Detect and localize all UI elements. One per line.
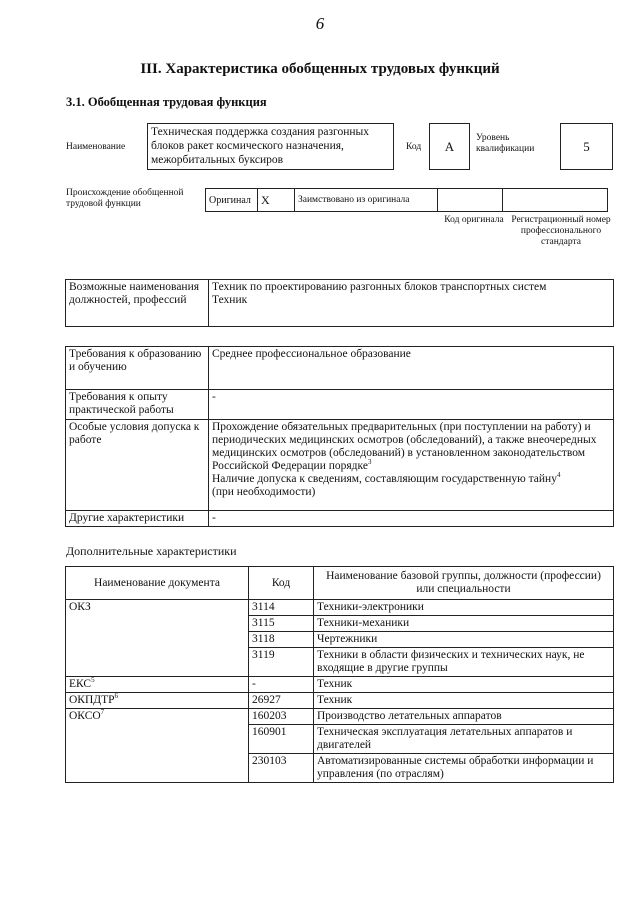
level-label: Уровень квалификации (476, 133, 535, 154)
education-label: Требования к образованию и обучению (66, 347, 209, 390)
education-value: Среднее профессиональное образование (209, 347, 614, 390)
experience-value: - (209, 390, 614, 420)
footnote-6: 6 (114, 692, 119, 701)
section-title: III. Характеристика обобщенных трудовых функций (140, 61, 500, 77)
doc-eks: ЕКС$^5$ (66, 677, 249, 693)
experience-label: Требования к опыту практической работы (66, 390, 209, 420)
level-value: 5 (583, 139, 590, 154)
doc-okpdtr: ОКПДТР$^6$ (66, 693, 249, 709)
table-cell-code: 3114 (249, 600, 314, 616)
page-number: 6 (315, 14, 325, 33)
table-cell-name: Автоматизированные системы обработки информации и управления (по отраслям) (314, 754, 614, 783)
original-code-cell (438, 189, 503, 212)
table-cell-name: Техник (314, 677, 614, 693)
positions-label: Возможные наименования должностей, профессий (66, 280, 209, 327)
footnote-4: 4 (556, 471, 561, 480)
subsection-title: 3.1. Обобщенная трудовая функция (66, 95, 267, 109)
level-box (560, 123, 613, 170)
table-cell-code: 160203 (249, 709, 314, 725)
positions-table (65, 279, 614, 327)
footnote-5: 5 (91, 676, 95, 685)
original-label: Оригинал (206, 189, 258, 212)
doc-okz: ОКЗ (66, 600, 249, 677)
origin-label: Происхождение обобщенной трудовой функции (66, 188, 184, 209)
table-cell-name: Техническая эксплуатация летательных аппаратов и двигателей (314, 725, 614, 754)
additional-table (65, 566, 614, 783)
table-cell-name: Производство летательных аппаратов (314, 709, 614, 725)
table-cell-code: 3118 (249, 632, 314, 648)
other-label: Другие характеристики (66, 511, 209, 527)
col-code-header: Код (249, 567, 314, 600)
table-cell-name: Техники-электроники (314, 600, 614, 616)
table-cell-code: 26927 (249, 693, 314, 709)
code-value: А (444, 139, 455, 154)
doc-okso: ОКСО$^7$ (66, 709, 249, 783)
position-item: Техник по проектированию разгонных блоков транспортных систем (212, 281, 547, 293)
special-label: Особые условия допуска к работе (66, 420, 209, 511)
name-label: Наименование (66, 142, 126, 152)
positions-list (209, 280, 614, 327)
footnote-7: 7 (100, 708, 105, 717)
function-name-box (147, 123, 394, 170)
reg-number-cell (503, 189, 608, 212)
position-item: Техник (212, 294, 248, 306)
additional-title: Дополнительные характеристики (66, 544, 237, 558)
other-value: - (209, 511, 614, 527)
special-text-2: Наличие допуска к сведениям, составляющим государственную тайну (212, 473, 557, 485)
reg-caption: Регистрационный номер профессионального стандарта (511, 215, 611, 247)
table-cell-name: Чертежники (314, 632, 614, 648)
origin-table (205, 188, 608, 212)
special-text-1: Прохождение обязательных предварительных (при поступлении на работу) и периодических медицинских осмотров (обследований), а также внеочередных медицинских осмотров (обследований) в установленном законодательством Российской Федерации порядке (212, 421, 597, 472)
original-mark: X (258, 189, 295, 212)
requirements-table (65, 346, 614, 527)
table-cell-code: 3119 (249, 648, 314, 677)
table-cell-code: 3115 (249, 616, 314, 632)
code-caption: Код оригинала (444, 215, 504, 225)
special-conditions (209, 420, 614, 511)
special-text-3: (при необходимости) (212, 486, 316, 498)
table-cell-name: Техник (314, 693, 614, 709)
code-box (429, 123, 470, 170)
table-cell-code: 160901 (249, 725, 314, 754)
col-doc-header: Наименование документа (66, 567, 249, 600)
code-label: Код (406, 142, 422, 152)
footnote-3: 3 (367, 458, 372, 467)
borrowed-label: Заимствовано из оригинала (295, 189, 438, 212)
table-cell-code: 230103 (249, 754, 314, 783)
table-cell-code: - (249, 677, 314, 693)
table-cell-name: Техники-механики (314, 616, 614, 632)
table-cell-name: Техники в области физических и технических наук, не входящие в другие группы (314, 648, 614, 677)
col-name-header: Наименование базовой группы, должности (профессии) или специальности (314, 567, 614, 600)
function-name: Техническая поддержка создания разгонных блоков ракет космического назначения, межорбитальных буксиров (151, 126, 370, 166)
